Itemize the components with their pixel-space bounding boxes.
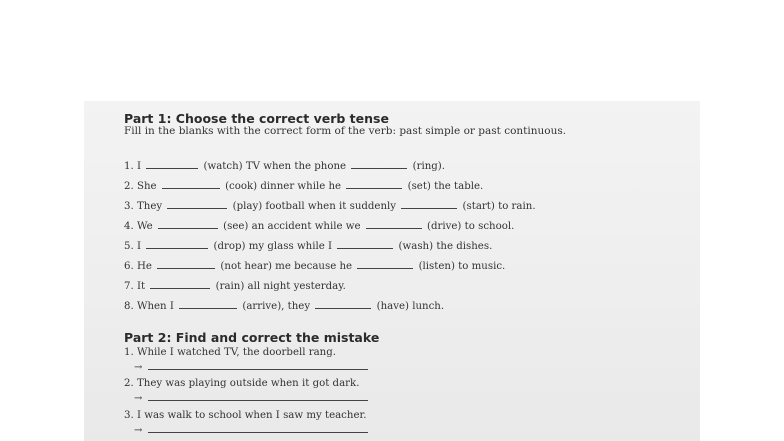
answer-blank[interactable] xyxy=(150,279,210,289)
exercise-item: 3. They (play) football when it suddenly (start) to rain. xyxy=(124,201,536,212)
answer-blank[interactable] xyxy=(315,299,371,309)
part2-title: Part 2: Find and correct the mistake xyxy=(124,330,380,345)
worksheet-page xyxy=(84,101,700,441)
answer-blank[interactable] xyxy=(158,219,218,229)
arrow-icon: → xyxy=(134,393,143,404)
correction-answer-line xyxy=(134,360,370,373)
part1-instructions: Fill in the blanks with the correct form of the verb: past simple or past continuous. xyxy=(124,125,567,137)
answer-blank[interactable] xyxy=(146,159,198,169)
exercise-item: 6. He (not hear) me because he (listen) to music. xyxy=(124,261,506,272)
correction-item: 3. I was walk to school when I saw my teacher. xyxy=(124,410,367,421)
answer-blank[interactable] xyxy=(337,239,393,249)
answer-blank[interactable] xyxy=(179,299,237,309)
answer-blank[interactable] xyxy=(148,360,368,370)
correction-item: 2. They was playing outside when it got dark. xyxy=(124,378,360,389)
answer-blank[interactable] xyxy=(366,219,422,229)
part1-title: Part 1: Choose the correct verb tense xyxy=(124,111,389,126)
answer-blank[interactable] xyxy=(162,179,220,189)
exercise-item: 1. I (watch) TV when the phone (ring). xyxy=(124,161,445,172)
answer-blank[interactable] xyxy=(167,199,227,209)
answer-blank[interactable] xyxy=(148,391,368,401)
exercise-item: 7. It (rain) all night yesterday. xyxy=(124,281,346,292)
answer-blank[interactable] xyxy=(401,199,457,209)
exercise-item: 4. We (see) an accident while we (drive) to school. xyxy=(124,221,515,232)
correction-item: 1. While I watched TV, the doorbell rang. xyxy=(124,347,337,358)
correction-answer-line xyxy=(134,391,370,404)
arrow-icon: → xyxy=(134,362,143,373)
exercise-item: 5. I (drop) my glass while I (wash) the dishes. xyxy=(124,241,493,252)
answer-blank[interactable] xyxy=(351,159,407,169)
answer-blank[interactable] xyxy=(157,259,215,269)
answer-blank[interactable] xyxy=(346,179,402,189)
answer-blank[interactable] xyxy=(146,239,208,249)
correction-answer-line xyxy=(134,423,370,436)
answer-blank[interactable] xyxy=(148,423,368,433)
exercise-item: 2. She (cook) dinner while he (set) the table. xyxy=(124,181,484,192)
answer-blank[interactable] xyxy=(357,259,413,269)
exercise-item: 8. When I (arrive), they (have) lunch. xyxy=(124,301,445,312)
arrow-icon: → xyxy=(134,425,143,436)
